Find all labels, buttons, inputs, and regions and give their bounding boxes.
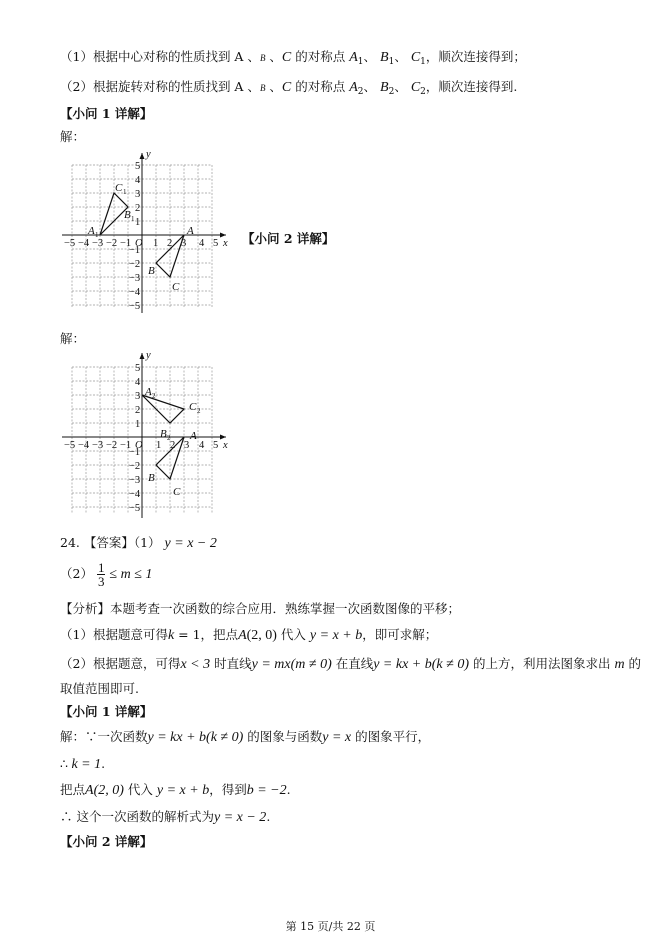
text: B — [259, 53, 266, 63]
y-tick-label: 2 — [135, 405, 141, 416]
subscript: 2 — [197, 407, 201, 415]
math: b = −2 — [246, 783, 287, 798]
page-footer: 第 15 页/共 22 页 — [285, 920, 376, 933]
x-tick-label: −4 — [78, 238, 90, 249]
text: B — [380, 50, 389, 65]
text: 、 — [394, 79, 407, 94]
text: 、 — [265, 79, 282, 94]
x-tick-label: 3 — [184, 440, 190, 451]
y-axis-arrow — [140, 353, 145, 359]
subscript: 2 — [388, 87, 395, 97]
text: 的图象与函数 — [243, 729, 323, 744]
step-line-3 — [60, 781, 291, 800]
y-tick-label: 1 — [135, 419, 141, 430]
text: 的上方，利用法图象求出 — [468, 656, 611, 671]
text: C — [410, 80, 421, 95]
math: y = x + b — [309, 628, 363, 643]
x-tick-label: −5 — [64, 238, 76, 249]
point-label-a2: A — [145, 386, 152, 398]
math: y = x − 2 — [164, 536, 217, 551]
text: 、 — [394, 49, 407, 64]
text: ，顺次连接得到. — [425, 79, 518, 94]
math: x < 3 — [180, 657, 211, 672]
text: 在直线 — [331, 656, 374, 671]
point-label-a1: A — [88, 225, 95, 237]
origin-label: O — [135, 440, 143, 451]
y-tick-label: −5 — [129, 301, 141, 312]
question-1-heading: 【小问 1 详解】 — [60, 106, 153, 121]
step-line-2 — [60, 755, 105, 774]
y-tick-label: −3 — [129, 273, 141, 284]
math: (2, 0) — [246, 628, 277, 643]
y-tick-label: −2 — [129, 461, 141, 472]
x-tick-label: 3 — [181, 238, 187, 249]
text: C — [281, 80, 292, 95]
math: y = mx(m ≠ 0) — [251, 657, 332, 672]
text: 时直线 — [210, 656, 252, 671]
subscript: 2 — [420, 87, 426, 97]
text: （1）根据题意可得 — [60, 627, 168, 642]
math: A(2, 0) — [85, 783, 124, 798]
x-axis-arrow — [220, 233, 226, 238]
text: 的图象平行， — [351, 729, 431, 744]
subscript: 1 — [95, 231, 99, 239]
subscript: 2 — [152, 392, 156, 400]
point-label-b: B — [148, 472, 155, 484]
y-tick-label: −3 — [129, 475, 141, 486]
y-axis-label: y — [146, 149, 151, 160]
x-tick-label: −4 — [78, 440, 90, 451]
text: 把点 — [60, 782, 86, 797]
question-2-heading: 【小问 2 详解】 — [60, 834, 153, 849]
x-tick-label: 1 — [156, 440, 162, 451]
subscript: 2 — [357, 87, 364, 97]
text: . — [101, 756, 106, 771]
point-label-a: A — [187, 225, 194, 237]
y-tick-label: 5 — [135, 161, 141, 172]
x-tick-label: −2 — [106, 238, 118, 249]
answer-line-1 — [60, 534, 217, 553]
text: A — [349, 50, 358, 65]
x-tick-label: 2 — [170, 440, 176, 451]
math: ≤ m ≤ 1 — [109, 567, 153, 582]
x-axis-label: x — [223, 238, 228, 249]
solution-line-1 — [60, 48, 526, 71]
text: 24. 【答案】（1） — [60, 535, 161, 550]
text: ，得到 — [209, 782, 247, 797]
text: C — [410, 50, 421, 65]
text: 、 — [363, 49, 377, 64]
math: A — [238, 628, 247, 643]
y-tick-label: −1 — [129, 447, 141, 458]
text: 、 — [363, 79, 377, 94]
text: （2）根据旋转对称的性质找到 A 、 — [60, 79, 260, 94]
point-label-c1: C — [115, 182, 123, 194]
subscript: 1 — [131, 215, 135, 223]
text: 、 — [265, 49, 282, 64]
step-line-4 — [60, 808, 270, 827]
math: y = kx + b(k ≠ 0) — [373, 657, 469, 672]
analysis-line-2 — [60, 655, 641, 674]
math: y = x − 2 — [213, 810, 267, 825]
x-tick-label: 5 — [213, 238, 219, 249]
text: B — [259, 83, 266, 93]
y-tick-label: 5 — [135, 363, 141, 374]
y-tick-label: −4 — [129, 287, 141, 298]
answer-line-2 — [60, 561, 152, 588]
x-tick-label: 4 — [199, 238, 205, 249]
point-label-b1: B — [124, 209, 131, 221]
point-label-c: C — [173, 486, 181, 498]
text: （2）根据题意，可得 — [60, 656, 181, 671]
solution-label: 解： — [60, 331, 86, 346]
subscript: 1 — [388, 57, 395, 67]
origin-label: O — [135, 238, 143, 249]
point-label-a: A — [190, 430, 197, 442]
x-tick-label: 1 — [153, 238, 159, 249]
text: . — [286, 782, 291, 797]
solution-line-2 — [60, 78, 517, 101]
x-tick-label: 4 — [199, 440, 205, 451]
y-tick-label: −1 — [129, 245, 141, 256]
subscript: 1 — [357, 57, 364, 67]
x-tick-label: −5 — [64, 440, 76, 451]
point-label-b2: B — [160, 428, 167, 440]
y-tick-label: 3 — [135, 189, 141, 200]
x-tick-label: 5 — [213, 440, 219, 451]
x-tick-label: −3 — [92, 238, 104, 249]
text: ∴ — [60, 756, 68, 771]
text: （2） — [60, 566, 93, 581]
math: k — [167, 628, 175, 643]
point-label-b: B — [148, 265, 155, 277]
y-tick-label: 4 — [135, 377, 141, 388]
y-tick-label: 1 — [135, 217, 141, 228]
y-tick-label: 3 — [135, 391, 141, 402]
math: y = x — [322, 730, 352, 745]
text: A — [349, 80, 358, 95]
text: . — [266, 809, 271, 824]
subscript: 1 — [420, 57, 426, 67]
text: 的对称点 — [291, 79, 346, 94]
subscript: 2 — [167, 434, 171, 442]
text: ，即可求解； — [362, 627, 438, 642]
y-tick-label: −5 — [129, 503, 141, 514]
text: 的对称点 — [291, 49, 346, 64]
denominator: 3 — [97, 574, 105, 589]
y-axis-arrow — [140, 153, 145, 159]
math: y = x + b — [156, 783, 210, 798]
solution-label: 解： — [60, 129, 86, 144]
text: 代入 — [276, 627, 306, 642]
text: = 1，把点 — [174, 627, 239, 642]
x-tick-label: −2 — [106, 440, 118, 451]
y-tick-label: −4 — [129, 489, 141, 500]
math: m — [614, 657, 625, 672]
y-tick-label: −2 — [129, 259, 141, 270]
text: ，顺次连接得到； — [425, 49, 526, 64]
text: ∴ 这个一次函数的解析式为 — [60, 809, 214, 824]
x-axis-label: x — [223, 440, 228, 451]
y-tick-label: 4 — [135, 175, 141, 186]
x-tick-label: 2 — [167, 238, 173, 249]
x-tick-label: −1 — [120, 440, 132, 451]
question-2-heading: 【小问 2 详解】 — [242, 231, 335, 246]
numerator: 1 — [97, 560, 105, 575]
x-axis-arrow — [220, 435, 226, 440]
step-line-1 — [60, 728, 430, 747]
x-tick-label: −1 — [120, 238, 132, 249]
fraction — [97, 561, 106, 588]
math: y = kx + b(k ≠ 0) — [147, 730, 244, 745]
text: 代入 — [123, 782, 153, 797]
text: （1）根据中心对称的性质找到 A 、 — [60, 49, 260, 64]
subscript: 1 — [123, 188, 127, 196]
analysis-line-2-cont: 取值范围即可. — [60, 681, 139, 696]
text: 解：∵一次函数 — [60, 729, 148, 744]
y-axis-label: y — [146, 350, 151, 361]
text: C — [281, 50, 292, 65]
math: k = 1 — [67, 757, 102, 772]
analysis-line-1 — [60, 626, 437, 645]
y-tick-label: 2 — [135, 203, 141, 214]
point-label-c: C — [172, 281, 180, 293]
coordinate-graph-1 — [60, 148, 240, 323]
text: 的 — [624, 656, 642, 671]
text: B — [380, 80, 389, 95]
question-1-heading: 【小问 1 详解】 — [60, 704, 153, 719]
x-tick-label: −3 — [92, 440, 104, 451]
point-label-c2: C — [189, 401, 197, 413]
coordinate-graph-2 — [60, 348, 240, 526]
analysis-line: 【分析】本题考查一次函数的综合应用．熟练掌握一次函数图像的平移； — [60, 601, 461, 616]
